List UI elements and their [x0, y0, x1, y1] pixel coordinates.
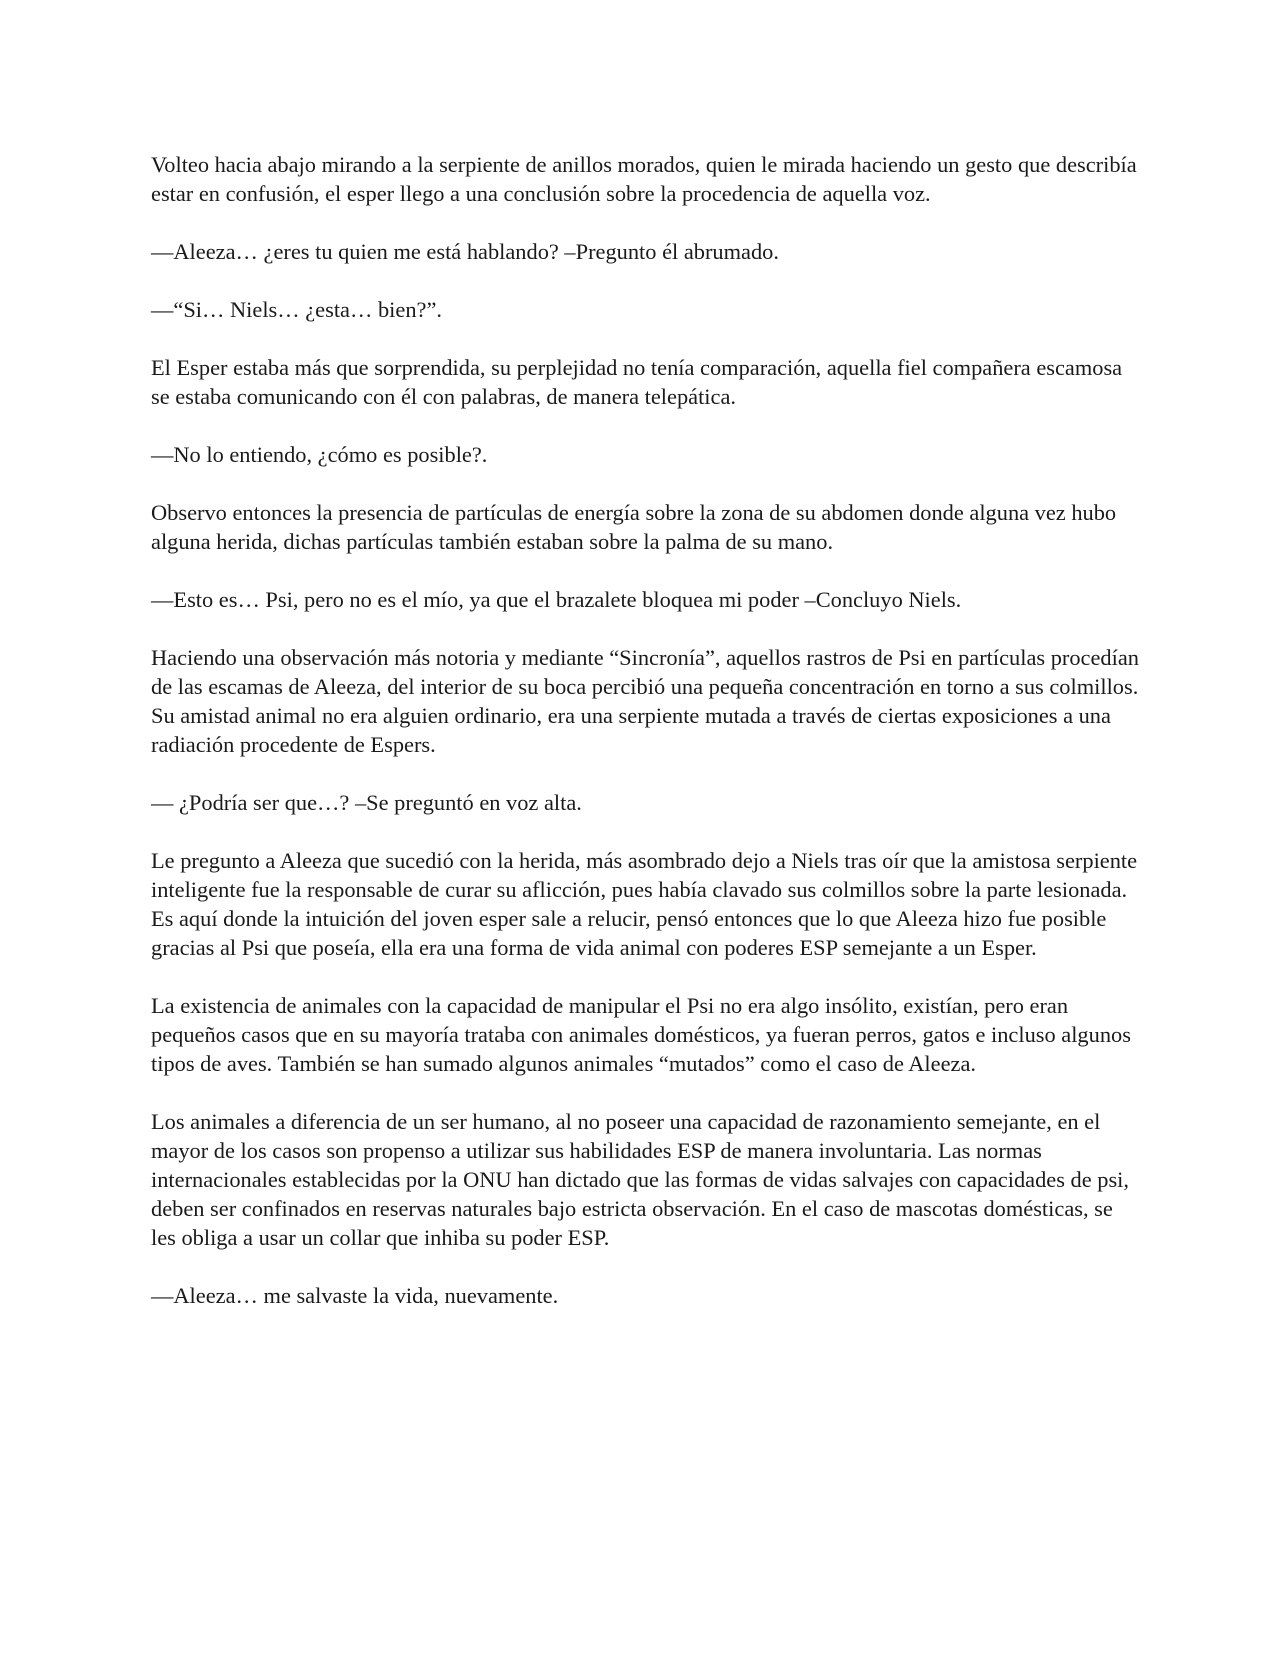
- paragraph-dialogue-1: —Aleeza… ¿eres tu quien me está hablando? –Pregunto él abrumado.: [151, 239, 779, 264]
- paragraph-dialogue-5: — ¿Podría ser que…? –Se preguntó en voz alta.: [151, 790, 582, 815]
- paragraph-dialogue-3: —No lo entiendo, ¿cómo es posible?.: [151, 442, 488, 467]
- paragraph-narration-1: Volteo hacia abajo mirando a la serpiente de anillos morados, quien le mirada haciendo un gesto que describía estar en confusión, el esper llego a una conclusión sobre la procedencia de aquella voz.: [151, 152, 1137, 206]
- document-body: [151, 150, 1141, 1339]
- paragraph-narration-7: Los animales a diferencia de un ser humano, al no poseer una capacidad de razonamiento semejante, en el mayor de los casos son propenso a utilizar sus habilidades ESP de manera involuntaria. Las normas internacionales establecidas por la ONU han dictado que las formas de vidas salvajes con capacidades de psi, deben ser confinados en reservas naturales bajo estricta observación. En el caso de mascotas domésticas, se les obliga a usar un collar que inhiba su poder ESP.: [151, 1109, 1129, 1250]
- paragraph-dialogue-4: —Esto es… Psi, pero no es el mío, ya que el brazalete bloquea mi poder –Concluyo Niels.: [151, 587, 962, 612]
- paragraph-narration-5: Le pregunto a Aleeza que sucedió con la herida, más asombrado dejo a Niels tras oír que la amistosa serpiente inteligente fue la responsable de curar su aflicción, pues había clavado sus colmillos sobre la parte lesionada. Es aquí donde la intuición del joven esper sale a relucir, pensó entonces que lo que Aleeza hizo fue posible gracias al Psi que poseía, ella era una forma de vida animal con poderes ESP semejante a un Esper.: [151, 848, 1138, 960]
- paragraph-narration-2: El Esper estaba más que sorprendida, su perplejidad no tenía comparación, aquella fiel compañera escamosa se estaba comunicando con él con palabras, de manera telepática.: [151, 355, 1123, 409]
- paragraph-narration-3: Observo entonces la presencia de partículas de energía sobre la zona de su abdomen donde alguna vez hubo alguna herida, dichas partículas también estaban sobre la palma de su mano.: [151, 500, 1117, 554]
- paragraph-dialogue-2: —“Si… Niels… ¿esta… bien?”.: [151, 297, 443, 322]
- paragraph-dialogue-6: —Aleeza… me salvaste la vida, nuevamente.: [151, 1283, 559, 1308]
- paragraph-narration-4: Haciendo una observación más notoria y mediante “Sincronía”, aquellos rastros de Psi en partículas procedían de las escamas de Aleeza, del interior de su boca percibió una pequeña concentración en torno a sus colmillos. Su amistad animal no era alguien ordinario, era una serpiente mutada a través de ciertas exposiciones a una radiación procedente de Espers.: [151, 645, 1139, 757]
- paragraph-narration-6: La existencia de animales con la capacidad de manipular el Psi no era algo insólito, existían, pero eran pequeños casos que en su mayoría trataba con animales domésticos, ya fueran perros, gatos e incluso algunos tipos de aves. También se han sumado algunos animales “mutados” como el caso de Aleeza.: [151, 993, 1131, 1076]
